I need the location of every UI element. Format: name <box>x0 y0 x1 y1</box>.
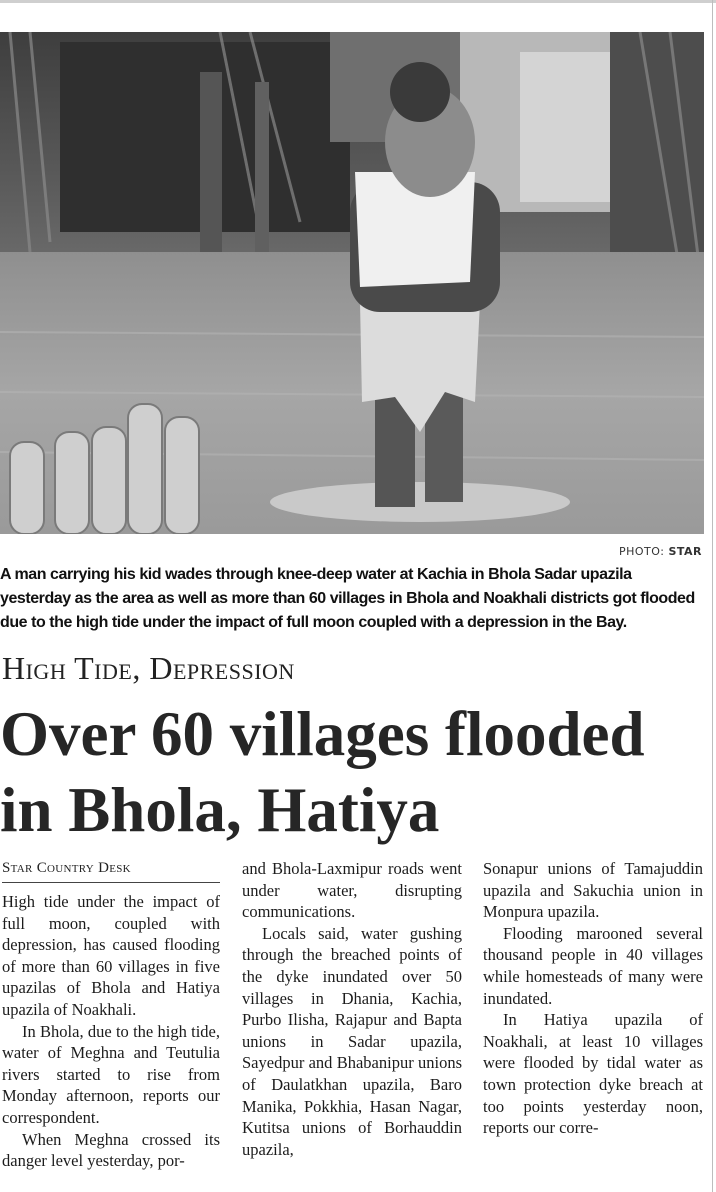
photo-credit: PHOTO: STAR <box>618 545 702 558</box>
paragraph: In Hatiya upazila of Noakhali, at least 10 villages were flooded by tidal water as town protection dyke breach at too points yesterday noon, reports our corre- <box>483 1010 703 1138</box>
paragraph: Sonapur unions of Tamajuddin upazila and Sakuchia union in Monpura upazila. <box>483 859 703 922</box>
paragraph: High tide under the impact of full moon, coupled with depression, has caused flooding of more than 60 villages in five upazilas of Bhola and Hatiya upazila of Noakhali. <box>2 892 220 1019</box>
top-rule <box>0 0 716 3</box>
column-rule <box>712 0 713 1192</box>
article-headline <box>0 696 712 848</box>
byline: Star Country Desk <box>2 858 220 883</box>
paragraph: When Meghna crossed its danger level yesterday, por- <box>2 1129 220 1171</box>
paragraph: In Bhola, due to the high tide, water of Meghna and Teutulia rivers started to rise from Monday afternoon, reports our correspondent. <box>2 1021 220 1127</box>
paragraph: and Bhola-Laxmipur roads went under water, disrupting communications. <box>242 859 462 922</box>
headline-line-2: in Bhola, Hatiya <box>0 775 440 845</box>
article-column-1 <box>2 858 220 1172</box>
paragraph: Locals said, water gushing through the breached points of the dyke inundated over 50 villages in Dhania, Kachia, Purbo Ilisha, Rajapur and Bapta unions in Sadar upazila, Sayedpur and Bhabanipur unions of Daulatkhan upazila, Baro Manika, Pokkhia, Hasan Nagar, Kutitsa unions of Borhauddin upazila, <box>242 923 462 1159</box>
news-photo <box>0 32 704 534</box>
article-column-3 <box>483 858 703 1139</box>
paragraph: Flooding marooned several thousand people in 40 villages while homesteads of many were inundated. <box>483 923 703 1008</box>
headline-line-1: Over 60 villages flooded <box>0 699 645 769</box>
photo-caption: A man carrying his kid wades through knee-deep water at Kachia in Bhola Sadar upazila yesterday as the area as well as more than 60 villages in Bhola and Noakhali districts got flooded due to the high tide under the impact of full moon coupled with a depression in the Bay. <box>0 566 695 631</box>
article-column-2 <box>242 858 462 1160</box>
article-kicker: High Tide, Depression <box>2 650 295 686</box>
